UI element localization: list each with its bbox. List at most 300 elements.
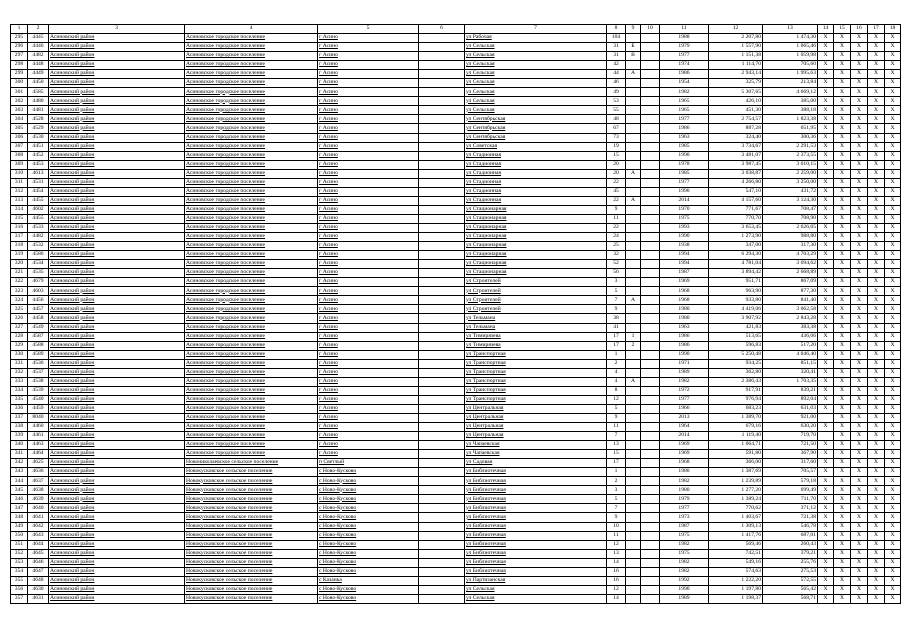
table-cell: X [885,97,901,106]
table-cell: 4630 [28,585,49,594]
table-cell: 1966 [660,404,709,413]
table-cell [641,278,660,287]
table-cell: Асиновское городское поселение [185,88,318,97]
table-cell: 32 [607,251,626,260]
table-cell: 17 [607,332,626,341]
table-cell: 41 [607,323,626,332]
table-cell: Асиновское городское поселение [185,223,318,232]
table-cell: X [834,413,851,422]
table-cell [419,486,465,495]
table-cell: 4641 [28,513,49,522]
table-cell: 2 207,80 [709,34,763,43]
table-cell: X [818,196,834,205]
table-row [11,540,901,549]
table-cell: 933,80 [709,296,763,305]
table-cell: X [885,43,901,52]
table-cell: 4532 [28,242,49,251]
table-cell: 7 [607,296,626,305]
table-cell: X [834,314,851,323]
table-cell: г Асино [318,43,419,52]
table-cell: г Асино [318,350,419,359]
table-cell [419,106,465,115]
table-cell: 711,70 [763,495,818,504]
table-cell [626,115,641,124]
table-cell: X [851,187,868,196]
table-cell: г Асино [318,214,419,223]
table-row [11,477,901,486]
table-cell: 15 [607,151,626,160]
table-cell: X [818,585,834,594]
table-cell: ул Сельская [465,585,607,594]
table-cell [641,477,660,486]
table-cell [626,468,641,477]
table-cell: 1982 [660,477,709,486]
table-cell: Асиновский район [49,368,185,377]
table-cell: X [868,205,885,214]
table-cell [419,549,465,558]
table-cell [626,576,641,585]
table-cell: ул Стационарная [465,269,607,278]
table-cell: Асиновский район [49,540,185,549]
table-cell [641,242,660,251]
table-cell: 1 389,24 [709,495,763,504]
table-cell: X [868,79,885,88]
table-cell: 11 [607,423,626,432]
table-cell: X [885,359,901,368]
table-cell: Новокусковское сельское поселение [185,513,318,522]
table-cell: X [868,97,885,106]
table-cell: X [851,70,868,79]
table-cell: X [818,160,834,169]
table-cell: Асиновское городское поселение [185,187,318,196]
table-cell: г Асино [318,305,419,314]
table-row [11,242,901,251]
table-cell: 4482 [28,52,49,61]
table-cell [641,251,660,260]
table-cell: X [834,576,851,585]
table-cell: 4445 [28,34,49,43]
table-cell [641,70,660,79]
table-cell: X [851,278,868,287]
table-cell: 299 [11,70,28,79]
table-cell: 22 [607,178,626,187]
table-cell: 1965 [660,106,709,115]
table-cell: 12 [607,585,626,594]
table-cell: X [851,594,868,603]
table-cell [641,43,660,52]
table-row [11,450,901,459]
table-cell: Новокусковское сельское поселение [185,540,318,549]
table-cell: Асиновское городское поселение [185,251,318,260]
table-cell: X [818,386,834,395]
table-cell: 4642 [28,522,49,531]
table-cell: 4537 [28,368,49,377]
table-cell: 1982 [660,540,709,549]
table-cell: X [834,441,851,450]
table-cell: Асиновское городское поселение [185,178,318,187]
table-cell: Асиновский район [49,432,185,441]
table-cell: 1989 [660,594,709,603]
table-cell: ул Сельская [465,97,607,106]
table-cell [641,305,660,314]
table-cell: X [834,423,851,432]
table-cell: с Ново-Кусково [318,585,419,594]
table-cell: X [868,287,885,296]
table-cell: Асиновское городское поселение [185,359,318,368]
table-cell: X [851,413,868,422]
table-cell: X [885,486,901,495]
table-cell: X [868,251,885,260]
table-row [11,332,901,341]
table-cell: 313 [11,196,28,205]
table-cell [419,142,465,151]
table-cell [641,106,660,115]
table-cell: 5 307,65 [709,88,763,97]
table-cell: X [818,187,834,196]
table-cell: X [818,350,834,359]
table-cell: X [818,79,834,88]
table-cell [818,432,834,441]
table-cell: X [818,314,834,323]
table-cell: X [818,151,834,160]
table-cell: 1982 [660,377,709,386]
table-cell: 12 [607,540,626,549]
table-cell: 1968 [660,296,709,305]
table-cell: г Асино [318,287,419,296]
table-cell [419,52,465,61]
table-cell: 332 [11,368,28,377]
table-cell: X [868,576,885,585]
table-row [11,395,901,404]
table-cell [419,115,465,124]
table-cell: X [868,178,885,187]
table-cell: ул Транспортная [465,377,607,386]
table-cell: Асиновское городское поселение [185,450,318,459]
table-cell: 1989 [660,368,709,377]
table-cell: Асиновский район [49,350,185,359]
table-cell: 1 403,67 [709,513,763,522]
table-cell: 1969 [660,450,709,459]
table-cell: Асиновский район [49,242,185,251]
table-cell [641,423,660,432]
table-row [11,124,901,133]
table-cell: X [868,450,885,459]
table-cell: ул Сельская [465,61,607,70]
table-cell: 302 [11,97,28,106]
table-cell: X [851,269,868,278]
table-cell [419,34,465,43]
table-cell: 1 059,98 [763,52,818,61]
table-cell [419,133,465,142]
table-cell: X [868,368,885,377]
table-cell [419,323,465,332]
table-cell: 17 [607,459,626,468]
table-cell: 1979 [660,495,709,504]
table-cell: 17 [607,341,626,350]
table-cell [419,160,465,169]
table-cell: X [834,115,851,124]
table-row [11,70,901,79]
table-cell: 1974 [660,61,709,70]
table-cell: X [834,540,851,549]
table-cell: 1969 [660,441,709,450]
table-cell: X [885,540,901,549]
table-cell: X [818,404,834,413]
table-cell: Асиновский район [49,196,185,205]
table-cell: X [818,486,834,495]
table-cell: X [868,386,885,395]
table-cell: 322 [11,278,28,287]
table-row [11,151,901,160]
table-cell: 1990 [660,233,709,242]
table-cell: 771,67 [709,205,763,214]
table-cell [419,196,465,205]
table-cell: X [851,549,868,558]
table-cell: X [834,287,851,296]
table-cell: 319 [11,251,28,260]
table-cell: 300 [11,79,28,88]
column-header: 1 [11,25,28,34]
table-cell [626,133,641,142]
column-header: 16 [851,25,868,34]
table-cell: Асиновский район [49,269,185,278]
table-row [11,233,901,242]
table-cell: Асиновское городское поселение [185,106,318,115]
table-cell: 4638 [28,486,49,495]
table-cell: Асиновское городское поселение [185,142,318,151]
table-cell: с Ново-Кусково [318,540,419,549]
table-cell: 2 259,00 [763,169,818,178]
table-cell [641,468,660,477]
table-cell: X [868,404,885,413]
table-cell [419,260,465,269]
table-cell [626,395,641,404]
table-cell: 19 [607,142,626,151]
table-cell: X [885,133,901,142]
table-cell: X [818,513,834,522]
table-cell: 339 [11,432,28,441]
table-cell: 1954 [660,79,709,88]
table-cell: ул Строителей [465,296,607,305]
table-cell: ул Тимирязева [465,341,607,350]
table-cell: Асиновский район [49,287,185,296]
table-cell: X [851,178,868,187]
table-cell [641,540,660,549]
table-cell: Асиновский район [49,296,185,305]
table-cell: X [885,61,901,70]
table-cell: г Асино [318,160,419,169]
table-cell: 9 [607,305,626,314]
table-cell: 1980 [660,486,709,495]
table-cell: ул Стадионная [465,196,607,205]
table-cell [626,269,641,278]
table-cell: X [851,477,868,486]
table-cell: X [868,522,885,531]
column-header: 17 [868,25,885,34]
table-cell: X [885,594,901,603]
table-row [11,567,901,576]
table-cell [419,214,465,223]
table-cell: 3 734,67 [709,142,763,151]
table-cell: г Асино [318,61,419,70]
table-cell [419,332,465,341]
table-cell: Асиновский район [49,34,185,43]
table-cell: Асиновское городское поселение [185,97,318,106]
table-cell: ул Партизанская [465,576,607,585]
table-cell: Асиновский район [49,151,185,160]
table-cell: X [834,214,851,223]
table-cell: с Ново-Кусково [318,513,419,522]
table-cell: X [818,115,834,124]
table-cell [419,233,465,242]
table-cell: X [885,115,901,124]
table-cell: 1 119,40 [709,432,763,441]
table-cell: 4549 [28,323,49,332]
table-cell: 1982 [660,567,709,576]
table-cell: 25 [607,242,626,251]
table-cell: 48 [607,115,626,124]
table-cell: В [626,52,641,61]
table-cell: 56 [607,269,626,278]
table-cell: ул Библиотечная [465,504,607,513]
table-cell: X [818,242,834,251]
table-cell: 1 417,76 [709,531,763,540]
table-cell: г Асино [318,395,419,404]
table-cell: X [885,377,901,386]
table-cell: 1985 [660,142,709,151]
table-cell: X [868,486,885,495]
table-cell: X [868,52,885,61]
table-cell: 4637 [28,477,49,486]
table-cell: X [818,214,834,223]
table-cell: Асиновское городское поселение [185,242,318,251]
table-cell [419,504,465,513]
table-cell [641,124,660,133]
table-cell: Асиновское городское поселение [185,79,318,88]
table-cell: г Асино [318,404,419,413]
table-cell [419,386,465,395]
table-cell: 2 668,89 [763,269,818,278]
table-cell: Асиновское городское поселение [185,260,318,269]
table-cell: X [851,513,868,522]
table-cell: 3 907,92 [709,314,763,323]
table-cell: 46 [607,79,626,88]
table-cell: Новокусковское сельское поселение [185,504,318,513]
table-cell: 388,18 [763,106,818,115]
table-cell: 255,76 [763,558,818,567]
table-cell: 877,30 [763,287,818,296]
table-cell [641,151,660,160]
table-cell: X [851,305,868,314]
table-cell: 326 [11,314,28,323]
table-cell: X [868,432,885,441]
table-cell: 1 [626,332,641,341]
table-row [11,386,901,395]
table-cell: 320 [11,260,28,269]
table-cell: 31 [607,43,626,52]
table-cell: X [885,504,901,513]
table-cell: X [818,233,834,242]
table-cell: 4481 [28,106,49,115]
table-cell: 9 [607,205,626,214]
table-cell: X [834,133,851,142]
table-cell: 4613 [28,169,49,178]
table-cell: X [818,287,834,296]
table-cell: ул Сельская [465,88,607,97]
table-cell [626,567,641,576]
table-cell: 345 [11,486,28,495]
table-cell: 1965 [660,97,709,106]
table-row [11,223,901,232]
table-cell: 297 [11,52,28,61]
table-cell: 324 [11,296,28,305]
table-cell: 317,60 [763,459,818,468]
table-cell: X [851,368,868,377]
table-cell: 4458 [28,314,49,323]
column-header: 18 [885,25,901,34]
table-cell: 321 [11,269,28,278]
table-cell [419,558,465,567]
table-cell [419,205,465,214]
table-cell: ул Стадионная [465,178,607,187]
table-cell: 53 [607,97,626,106]
table-cell: X [885,549,901,558]
table-cell: 301 [11,88,28,97]
table-cell: X [851,459,868,468]
table-cell: 327 [11,323,28,332]
table-cell: X [868,558,885,567]
table-cell: 1968 [660,287,709,296]
table-cell: 1963 [660,323,709,332]
table-cell: 1 474,30 [763,34,818,43]
table-cell: Асиновское городское поселение [185,124,318,133]
table-cell: X [868,350,885,359]
table-cell: X [851,61,868,70]
table-cell: Асиновский район [49,88,185,97]
table-cell: Асиновское городское поселение [185,423,318,432]
table-cell [641,133,660,142]
table-cell [626,142,641,151]
table-cell: 1994 [660,251,709,260]
table-cell: X [818,251,834,260]
table-cell: X [885,178,901,187]
table-cell: Асиновское городское поселение [185,278,318,287]
table-cell: 1 389,70 [709,413,763,422]
table-cell: 354 [11,567,28,576]
table-cell: X [868,223,885,232]
table-cell: X [818,495,834,504]
table-cell: 303 [11,106,28,115]
table-cell: ул Библиотечная [465,549,607,558]
table-cell: X [818,459,834,468]
table-cell: 4455 [28,214,49,223]
table-cell: А [626,169,641,178]
table-cell: 310 [11,169,28,178]
table-cell: X [885,151,901,160]
table-cell: X [818,368,834,377]
table-cell: 2 843,28 [763,314,818,323]
table-cell: г Асино [318,242,419,251]
table-cell [626,61,641,70]
table-cell: 44 [607,70,626,79]
table-cell: г Асино [318,359,419,368]
table-cell: X [834,52,851,61]
table-cell: 328 [11,332,28,341]
table-cell: X [851,97,868,106]
table-cell: X [818,549,834,558]
table-cell: Асиновское городское поселение [185,233,318,242]
table-cell: с Ново-Кусково [318,477,419,486]
